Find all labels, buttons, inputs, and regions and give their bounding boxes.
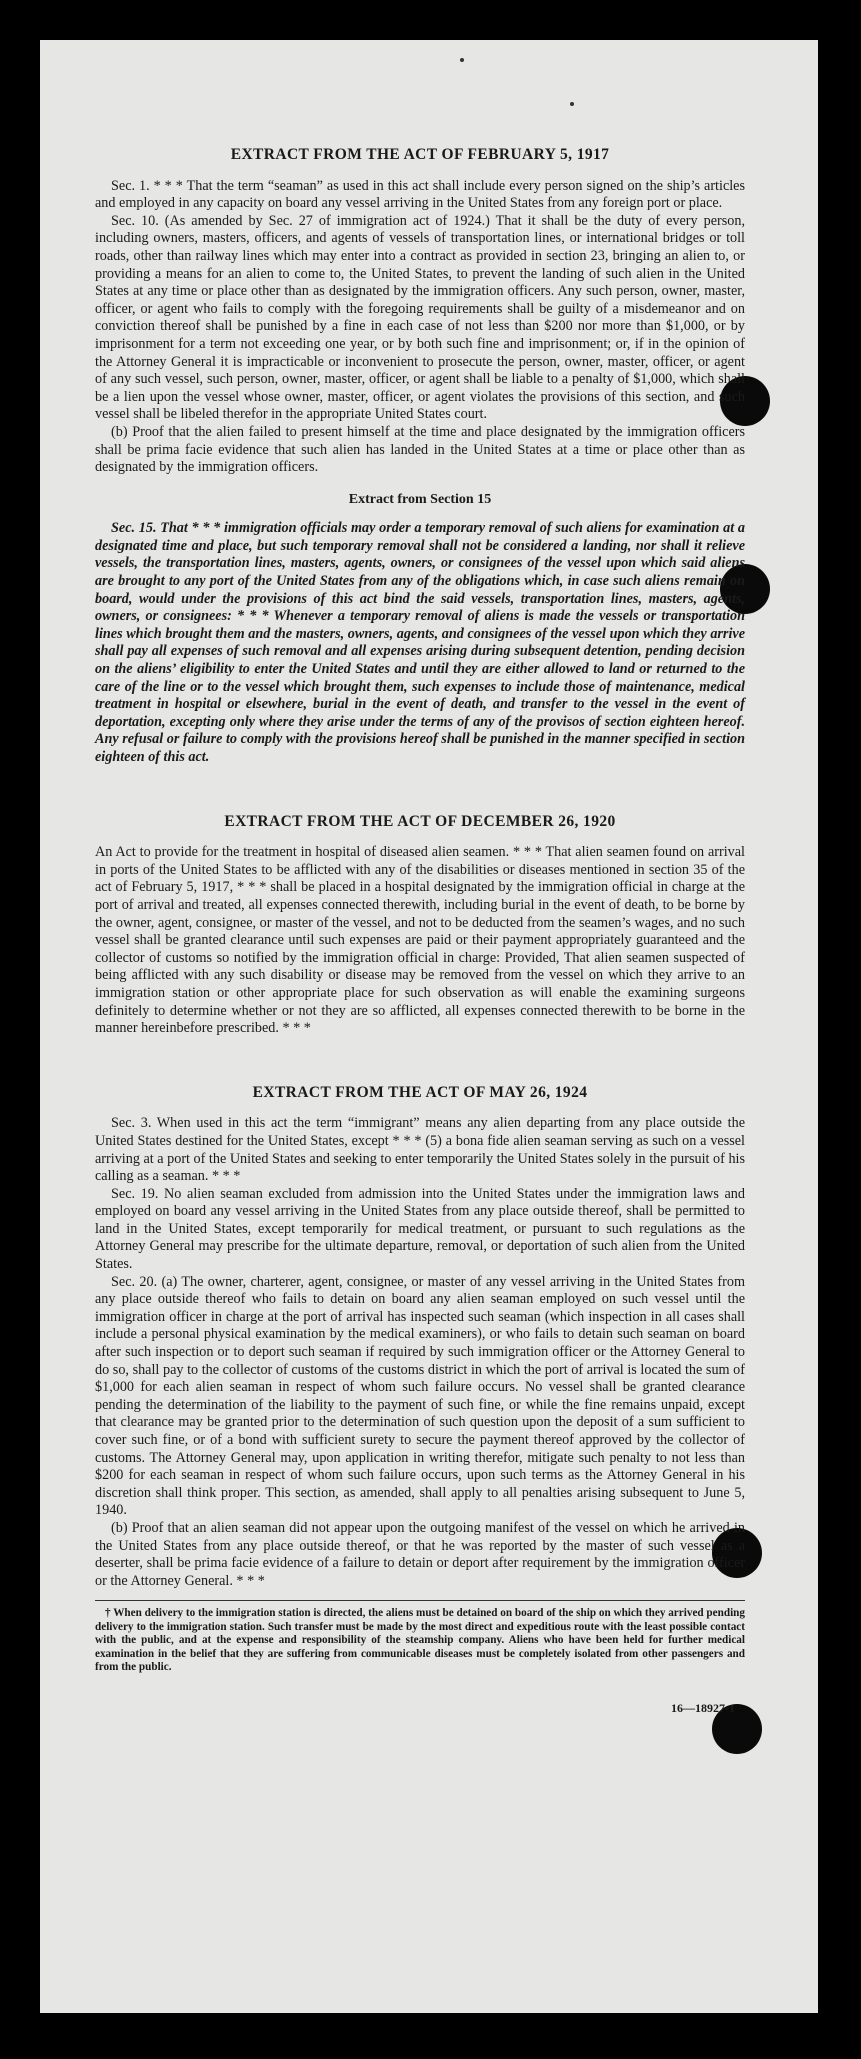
footnote-divider: [95, 1600, 745, 1601]
paragraph-sec-20-b: (b) Proof that an alien seaman did not appear upon the outgoing manifest of the vessel on which he arrived in the United States from any place outside thereof, or that he was reported by the master of such vessel as a deserter, shall be prima facie evidence of a failure to detain or deport after requirement by the immigration officer or the Attorney General. * * *: [95, 1519, 745, 1589]
paragraph-sec-15: Sec. 15. That * * * immigration officials may order a temporary removal of such aliens for examination at a designated time and place, but such temporary removal shall not be considered a landing, nor shall it relieve vessels, the transportation lines, masters, agents, owners, or consignees of the vessel upon which said aliens are brought to any port of the United States from any of the obligations which, in case such aliens remain on board, would under the provisions of this act bind the said vessels, transportation lines, masters, agents, owners, or consignees: * * * Whenever a temporary removal of aliens is made the vessels or transportation lines which brought them and the masters, owners, agents, and consignees of the vessel upon which they arrive shall pay all expenses of such removal and all expenses arising during subsequent detention, pending decision on the aliens’ eligibility to enter the United States and until they are either allowed to land or returned to the care of the line or to the vessel which brought them, such expenses to include those of maintenance, medical treatment in hospital or elsewhere, burial in the event of death, and transfer to the vessel in the event of deportation, excepting only where they arise under the terms of any of the provisos of section eighteen hereof. Any refusal or failure to comply with the provisions hereof shall be punished in the manner specified in section eighteen of this act.: [95, 520, 745, 765]
footnote-text: † When delivery to the immigration station is directed, the aliens must be detained on board of the ship on which they arrived pending delivery to the immigration station. Such transfer must be made by the most direct and expeditious route with the least possible contact with the public, and at the expense and responsibility of the steamship company. Aliens who have been held for further medical examination in the belief that they are suffering from communicable diseases must be completely isolated from other passengers and from the public.: [95, 1607, 745, 1673]
paragraph-sec-20-a: Sec. 20. (a) The owner, charterer, agent, consignee, or master of any vessel arriving in the United States from any place outside thereof who fails to detain on board any alien seaman employed on such vessel until the immigration officer in charge at the port of arrival has inspected such seaman (which inspection in all cases shall include a personal physical examination by the medical examiners), or who fails to detain such seaman on board after such inspection or to deport such seaman if required by such immigration officer or the Attorney General to do so, shall pay to the collector of customs of the customs district in which the port of arrival is located the sum of $1,000 for each alien seaman in respect of whom such failure occurs. No vessel shall be granted clearance pending the determination of the liability to the payment of such fine, or while the fine remains unpaid, except that clearance may be granted prior to the determination of such question upon the deposit of a sum sufficient to cover such fine, or of a bond with sufficient surety to secure the payment thereof approved by the collector of customs. The Attorney General may, upon application in writing therefor, mitigate such penalty to not less than $200 for each seaman in respect of whom such failure occurs, upon such terms as the Attorney General in his discretion shall think proper. This section, as amended, shall apply to all penalties arising subsequent to June 5, 1940.: [95, 1273, 745, 1519]
section-title-1917: EXTRACT FROM THE ACT OF FEBRUARY 5, 1917: [230, 146, 610, 163]
subtitle-section-15: Extract from Section 15: [348, 491, 492, 507]
paragraph-sec-10-b: (b) Proof that the alien failed to present himself at the time and place designated by the immigration officers shall be prima facie evidence that such alien has landed in the United States at a time or place other than as designated by the immigration officers.: [95, 423, 745, 476]
section-title-1924: EXTRACT FROM THE ACT OF MAY 26, 1924: [252, 1083, 588, 1101]
paragraph-sec-10: Sec. 10. (As amended by Sec. 27 of immigration act of 1924.) That it shall be the duty of every person, including owners, masters, officers, and agents of vessels of transportation lines, or international bridges or toll roads, other than railway lines which may enter into a contract as provided in section 23, bringing an alien to, or providing a means for an alien to come to, the United States, to prevent the landing of such alien in the United States at any time or place other than as designated by the immigration officers. Any such person, owner, master, officer, or agent who fails to comply with the foregoing requirements shall be guilty of a misdemeanor and on conviction thereof shall be punished by a fine in each case of not less than $200 nor more than $1,000, or by imprisonment for a term not exceeding one year, or by both such fine and imprisonment; or, if in the opinion of the Attorney General it is impracticable or inconvenient to prosecute the person, owner, master, officer, or agent of any such vessel, such person, owner, master, officer, or agent shall be liable to a penalty of $1,000, which shall be a lien upon the vessel whose owner, master, officer, or agent violates the provisions of this section, and such vessel shall be libeled therefor in the appropriate United States court.: [95, 212, 745, 423]
section-title-1920: EXTRACT FROM THE ACT OF DECEMBER 26, 1920: [224, 812, 616, 830]
paragraph-sec-3: Sec. 3. When used in this act the term “immigrant” means any alien departing from any place outside the United States destined for the United States, except * * * (5) a bona fide alien seaman serving as such on a vessel arriving at a port of the United States and seeking to enter temporarily the United States solely in the pursuit of his calling as a seaman. * * *: [95, 1115, 745, 1185]
footnote: [95, 1607, 745, 1674]
paragraph-sec-19: Sec. 19. No alien seaman excluded from admission into the United States under the immigration laws and employed on board any vessel arriving in the United States from any place outside thereof, shall be permitted to land in the United States, except temporarily for medical treatment, or pursuant to such regulations as the Attorney General may prescribe for the ultimate departure, removal, or deportation of such alien from the United States.: [95, 1185, 745, 1273]
document-body: [95, 98, 745, 1718]
form-code: 16—18927-1: [671, 1701, 735, 1716]
ink-speck: [460, 58, 464, 62]
paragraph-sec-1: Sec. 1. * * * That the term “seaman” as used in this act shall include every person signed on the ship’s articles and employed in any capacity on board any vessel arriving in the United States from any foreign port or place.: [95, 177, 745, 212]
paragraph-act-1920: An Act to provide for the treatment in hospital of diseased alien seamen. * * * That alien seamen found on arrival in ports of the United States to be afflicted with any of the disabilities or diseases mentioned in section 35 of the act of February 5, 1917, * * * shall be placed in a hospital designated by the immigration official in charge at the port of arrival and treated, all expenses connected therewith, including burial in the event of death, to be borne by the owner, agent, consignee, or master of the vessel, and not to be deducted from the seamen’s wages, and no such vessel shall be granted clearance until such expenses are paid or their payment appropriately guaranteed and the collector of customs so notified by the immigration official in charge: Provided, That alien seamen suspected of being afflicted with any such disability or disease may be removed from the vessel on which they arrive to an immigration station or other appropriate place for such observation as will enable the examining surgeons definitely to determine whether or not they are so afflicted, all expenses connected therewith to be borne in the manner hereinbefore prescribed. * * *: [95, 844, 745, 1037]
